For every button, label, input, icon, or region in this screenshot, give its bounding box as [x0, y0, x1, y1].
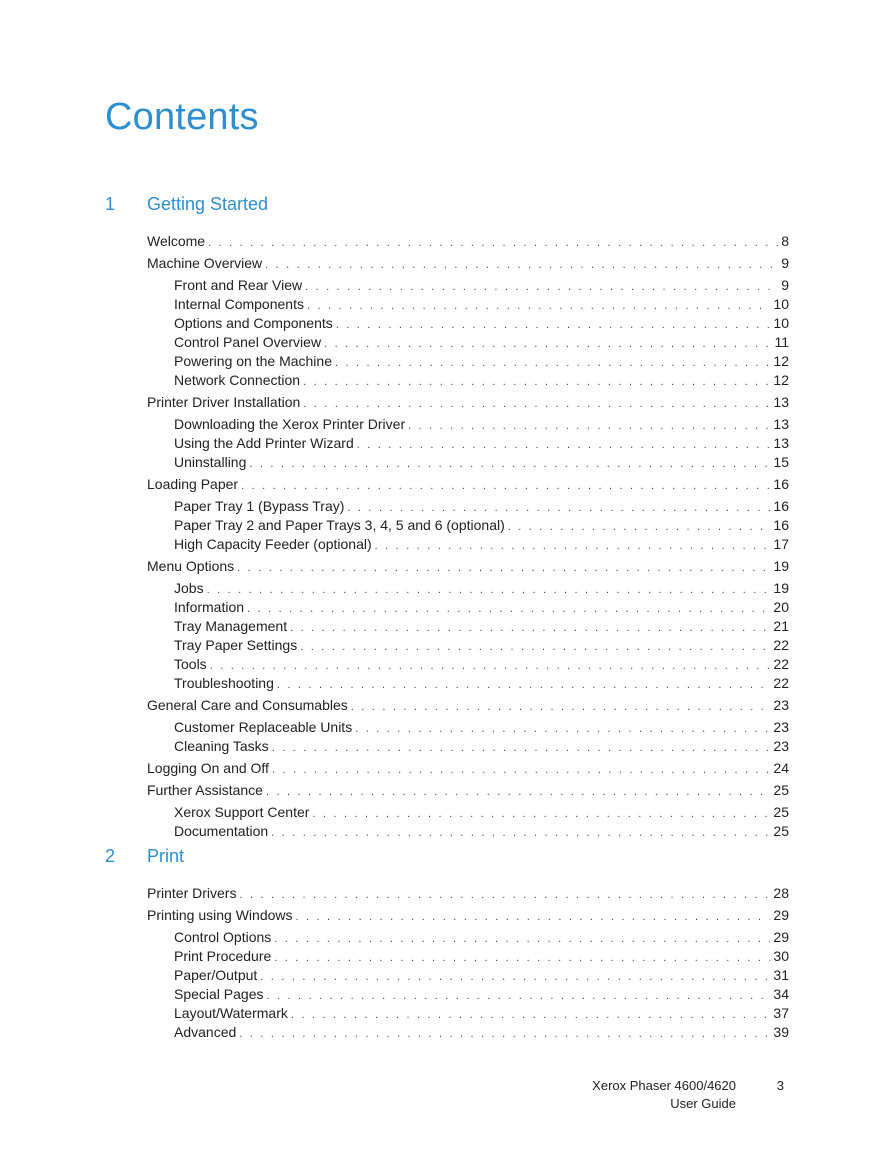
toc-entry-page: 12 — [773, 372, 789, 388]
toc-dot-leader — [324, 335, 771, 353]
toc-entry-page: 10 — [773, 315, 789, 331]
toc-dot-leader — [272, 761, 770, 779]
toc-entry-page: 13 — [773, 416, 789, 432]
toc-entry-label: General Care and Consumables — [147, 697, 348, 713]
toc-entry-page: 16 — [773, 517, 789, 533]
footer-guide-name: User Guide — [670, 1096, 736, 1111]
toc-entry-page: 22 — [773, 675, 789, 691]
toc-dot-leader — [272, 739, 771, 757]
toc-entry-page: 19 — [773, 580, 789, 596]
toc-dot-leader — [266, 783, 770, 801]
toc-entry-page: 37 — [773, 1005, 789, 1021]
toc-dot-leader — [247, 600, 770, 618]
chapter-heading — [105, 194, 789, 218]
toc-entry-label: Layout/Watermark — [174, 1005, 288, 1021]
toc-dot-leader — [291, 1006, 771, 1024]
toc-dot-leader — [312, 805, 770, 823]
toc-entry[interactable] — [147, 696, 789, 714]
toc-entry-page: 22 — [773, 637, 789, 653]
toc-entry-label: Logging On and Off — [147, 760, 269, 776]
toc-entry[interactable] — [174, 928, 789, 946]
toc-entry[interactable] — [147, 232, 789, 250]
toc-entry[interactable] — [174, 1023, 789, 1041]
toc-dot-leader — [271, 824, 770, 842]
toc-entry[interactable] — [174, 966, 789, 984]
toc-dot-leader — [239, 1025, 770, 1043]
toc-entry[interactable] — [174, 617, 789, 635]
toc-entry-label: Printer Driver Installation — [147, 394, 301, 410]
toc-dot-leader — [303, 395, 770, 413]
toc-entry[interactable] — [174, 415, 789, 433]
toc-entry[interactable] — [174, 516, 789, 534]
toc-entry[interactable] — [174, 497, 789, 515]
toc-entry-page: 28 — [773, 885, 789, 901]
toc-entry[interactable] — [174, 737, 789, 755]
toc-dot-leader — [249, 455, 770, 473]
toc-entry[interactable] — [174, 295, 789, 313]
toc-entry[interactable] — [174, 674, 789, 692]
toc-dot-leader — [239, 886, 770, 904]
toc-entry-page: 10 — [773, 296, 789, 312]
toc-entry[interactable] — [174, 434, 789, 452]
toc-entry-page: 22 — [773, 656, 789, 672]
footer-product-name: Xerox Phaser 4600/4620 — [592, 1078, 736, 1093]
toc-entry-label: Internal Components — [174, 296, 304, 312]
toc-dot-leader — [274, 930, 770, 948]
toc-entry-label: Control Panel Overview — [174, 334, 322, 350]
toc-dot-leader — [335, 354, 770, 372]
toc-dot-leader — [375, 537, 771, 555]
toc-entry[interactable] — [174, 535, 789, 553]
toc-entry[interactable] — [174, 947, 789, 965]
toc-entry-page: 23 — [773, 697, 789, 713]
toc-entry-label: Uninstalling — [174, 454, 247, 470]
toc-entry[interactable] — [147, 475, 789, 493]
toc-entry-page: 9 — [781, 255, 789, 271]
toc-entry[interactable] — [174, 579, 789, 597]
toc-entry-label: Paper Tray 2 and Paper Trays 3, 4, 5 and 6 (optional) — [174, 517, 505, 533]
toc-dot-leader — [303, 373, 770, 391]
toc-dot-leader — [267, 987, 771, 1005]
toc-entry-page: 17 — [773, 536, 789, 552]
toc-entry-page: 11 — [774, 334, 789, 350]
toc-entry-page: 12 — [773, 353, 789, 369]
toc-entry-page: 29 — [773, 907, 789, 923]
toc-entry[interactable] — [147, 393, 789, 411]
toc-entry[interactable] — [147, 557, 789, 575]
toc-dot-leader — [347, 499, 770, 517]
chapter-title: Getting Started — [147, 194, 269, 214]
toc-dot-leader — [274, 949, 770, 967]
toc-entry[interactable] — [147, 759, 789, 777]
toc-entry-label: Downloading the Xerox Printer Driver — [174, 416, 406, 432]
toc-entry-page: 19 — [773, 558, 789, 574]
toc-entry-page: 21 — [773, 618, 789, 634]
toc-entry-page: 25 — [773, 804, 789, 820]
toc-dot-leader — [207, 581, 771, 599]
toc-entry[interactable] — [174, 655, 789, 673]
toc-dot-leader — [408, 417, 770, 435]
toc-entry-page: 13 — [773, 394, 789, 410]
toc-dot-leader — [241, 477, 770, 495]
toc-entry[interactable] — [174, 1004, 789, 1022]
page-title: Contents — [105, 96, 259, 138]
toc-entry-page: 25 — [773, 782, 789, 798]
toc-dot-leader — [307, 297, 770, 315]
toc-entry-label: Special Pages — [174, 986, 264, 1002]
toc-dot-leader — [290, 619, 770, 637]
chapter-number: 1 — [105, 194, 116, 214]
toc-entry[interactable] — [174, 371, 789, 389]
toc-entry-label: Powering on the Machine — [174, 353, 332, 369]
toc-entry-label: Menu Options — [147, 558, 235, 574]
toc-entry-label: Machine Overview — [147, 255, 263, 271]
toc-entry-label: Advanced — [174, 1024, 237, 1040]
toc-entry-page: 30 — [773, 948, 789, 964]
toc-entry[interactable] — [174, 276, 789, 294]
toc-entry-page: 13 — [773, 435, 789, 451]
toc-entry-page: 9 — [781, 277, 789, 293]
toc-entry-label: Troubleshooting — [174, 675, 274, 691]
toc-entry-label: Printer Drivers — [147, 885, 237, 901]
toc-entry-label: Using the Add Printer Wizard — [174, 435, 354, 451]
toc-entry[interactable] — [147, 254, 789, 272]
toc-entry-label: Welcome — [147, 233, 206, 249]
toc-entry-page: 25 — [773, 823, 789, 839]
toc-entry-label: Jobs — [174, 580, 204, 596]
toc-entry[interactable] — [174, 314, 789, 332]
toc-entry-page: 39 — [773, 1024, 789, 1040]
toc-entry-page: 34 — [773, 986, 789, 1002]
toc-dot-leader — [237, 559, 770, 577]
toc-entry-label: Control Options — [174, 929, 272, 945]
toc-entry-page: 23 — [773, 719, 789, 735]
toc-dot-leader — [355, 720, 770, 738]
toc-entry-page: 15 — [773, 454, 789, 470]
toc-entry-label: Documentation — [174, 823, 269, 839]
toc-entry-page: 16 — [773, 498, 789, 514]
toc-entry-label: Information — [174, 599, 245, 615]
toc-entry[interactable] — [174, 822, 789, 840]
toc-entry[interactable] — [147, 906, 789, 924]
toc-entry-page: 24 — [773, 760, 789, 776]
toc-dot-leader — [265, 256, 778, 274]
toc-entry-label: Loading Paper — [147, 476, 239, 492]
toc-entry[interactable] — [174, 803, 789, 821]
toc-dot-leader — [357, 436, 771, 454]
toc-entry-label: Tray Management — [174, 618, 288, 634]
toc-entry-page: 31 — [773, 967, 789, 983]
toc-dot-leader — [296, 908, 771, 926]
toc-entry-label: Print Procedure — [174, 948, 272, 964]
toc-dot-leader — [336, 316, 771, 334]
toc-entry[interactable] — [174, 718, 789, 736]
toc-entry[interactable] — [174, 333, 789, 351]
toc-entry-label: Paper/Output — [174, 967, 258, 983]
footer-page-number: 3 — [776, 1078, 784, 1093]
toc-entry[interactable] — [174, 352, 789, 370]
toc-entry[interactable] — [174, 598, 789, 616]
toc-dot-leader — [260, 968, 770, 986]
toc-entry-page: 16 — [773, 476, 789, 492]
chapter-heading — [105, 846, 789, 870]
chapter-number: 2 — [105, 846, 116, 866]
toc-entry[interactable] — [174, 453, 789, 471]
toc-entry-label: Tools — [174, 656, 207, 672]
toc-entry-label: Tray Paper Settings — [174, 637, 298, 653]
toc-entry-label: Front and Rear View — [174, 277, 303, 293]
toc-entry-page: 8 — [781, 233, 789, 249]
toc-dot-leader — [208, 234, 778, 252]
toc-entry-label: Cleaning Tasks — [174, 738, 269, 754]
toc-dot-leader — [277, 676, 771, 694]
toc-entry[interactable] — [147, 884, 789, 902]
toc-entry-label: Customer Replaceable Units — [174, 719, 353, 735]
toc-entry-label: Xerox Support Center — [174, 804, 310, 820]
toc-dot-leader — [351, 698, 771, 716]
toc-entry[interactable] — [174, 985, 789, 1003]
toc-entry-label: Paper Tray 1 (Bypass Tray) — [174, 498, 345, 514]
toc-dot-leader — [508, 518, 771, 536]
toc-entry-label: Network Connection — [174, 372, 301, 388]
toc-entry-page: 29 — [773, 929, 789, 945]
toc-dot-leader — [210, 657, 771, 675]
toc-entry-label: High Capacity Feeder (optional) — [174, 536, 372, 552]
footer-product — [560, 1077, 736, 1113]
toc-entry-label: Printing using Windows — [147, 907, 293, 923]
toc-entry-label: Options and Components — [174, 315, 333, 331]
toc-entry[interactable] — [147, 781, 789, 799]
toc-entry-page: 20 — [773, 599, 789, 615]
toc-entry-label: Further Assistance — [147, 782, 263, 798]
toc-dot-leader — [300, 638, 770, 656]
toc-entry[interactable] — [174, 636, 789, 654]
toc-dot-leader — [305, 278, 778, 296]
toc-entry-page: 23 — [773, 738, 789, 754]
chapter-title: Print — [147, 846, 185, 866]
